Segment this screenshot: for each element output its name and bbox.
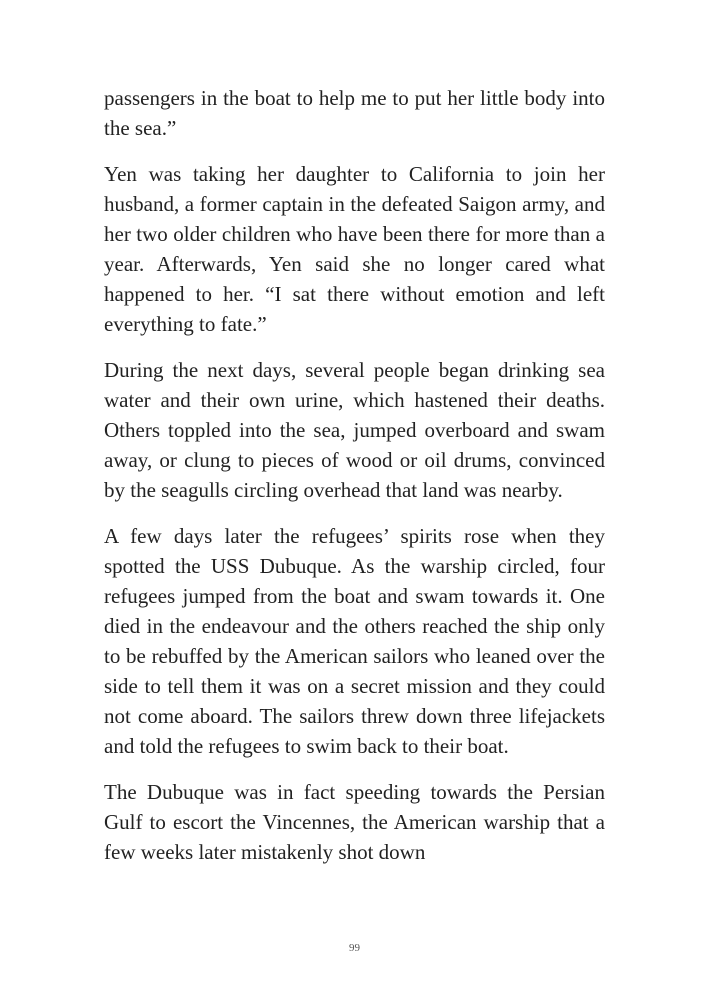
paragraph-3: During the next days, several people began drinking sea water and their own urine, which hastened their deaths. Others toppled into the sea, jumped overboard and swam away, or clung to pieces of wood or oil drums, convinced by the seagulls circling overhead that land was nearby. [104,358,605,502]
paragraph-5: The Dubuque was in fact speeding towards the Persian Gulf to escort the Vincennes, the American warship that a few weeks later mistakenly shot down [104,780,605,864]
body-text [104,83,605,883]
paragraph-2: Yen was taking her daughter to California to join her husband, a former captain in the defeated Saigon army, and her two older children who have been there for more than a year. Afterwards, Yen said she no longer cared what happened to her. “I sat there without emotion and left everything to fate.” [104,162,605,336]
paragraph-1: passengers in the boat to help me to put her little body into the sea.” [104,86,605,140]
page-number: 99 [349,942,360,954]
paragraph-4: A few days later the refugees’ spirits rose when they spotted the USS Dubuque. As the warship circled, four refugees jumped from the boat and swam towards it. One died in the endeavour and the others reached the ship only to be rebuffed by the American sailors who leaned over the side to tell them it was on a secret mission and they could not come aboard. The sailors threw down three lifejackets and told the refugees to swim back to their boat. [104,524,605,758]
